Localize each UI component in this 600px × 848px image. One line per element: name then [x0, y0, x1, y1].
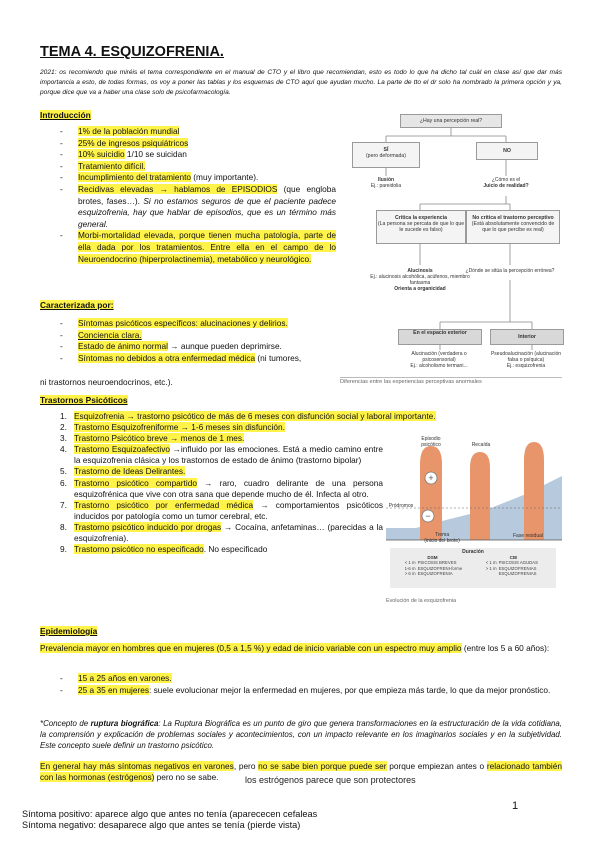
list-item: - 25% de ingresos psiquiátricos [40, 138, 336, 150]
caract-continuation: ni trastornos neuroendocrinos, etc.). [40, 377, 173, 387]
list-item: - Morbi-mortalidad elevada, porque tienen mucha patología, parte de ella dada por los tratamientos. Entre ella en el campo de lo Neuroendocrino (hiperprolactinemia), metabólico y neurológico. [40, 230, 336, 265]
evolution-figure [386, 436, 562, 598]
page-number: 1 [512, 800, 519, 812]
intro-list [40, 126, 336, 265]
label-fase-residual: Fase residual [512, 533, 543, 539]
trastorno-item: 8. Trastorno psicótico inducido por drogas → Cocaína, anfetaminas… (parecidas a la esquizofrenia). [60, 521, 383, 544]
label-recaida: Recaída [471, 442, 491, 448]
perception-flowchart [340, 110, 562, 374]
section-intro [40, 110, 91, 120]
flow-pseudo: Pseudoalucinación (alucinación falsa o psíquica) Ej.: esquizofrenia [490, 351, 562, 369]
trastorno-item: 4. Trastorno Esquizoafectivo →influido por las emociones. Está a medio camino entre la esquizofrenia clásica y los trastornos de estado de ánimo (trastorno bipolar) [60, 444, 383, 466]
trastorno-item: 6. Trastorno psicótico compartido → raro, cuadro delirante de una persona esquizofrénica que vive con otra sana que depende mucho de él. Infecta al otro. [60, 477, 383, 499]
list-item: - Estado de ánimo normal → aunque pueden deprimirse. [40, 341, 336, 353]
svg-text:+: + [428, 473, 434, 483]
flow-donde: ¿Dónde se sitúa la percepción errónea? [465, 268, 555, 274]
flow-juicio: ¿Cómo es el Juicio de realidad? [483, 177, 529, 189]
flow-critica: Critica la experiencia (La persona se percata de que lo que le sucede es falso) [376, 210, 466, 244]
intro-note: 2021: os recomiendo que miréis el tema correspondiente en el manual de CTO y el libro que recomiendan, esto es todo lo que ha dicho tal cuàl en clase así que dar más importancia a esto, de todas formas, os voy a poner las tablas y los esquemas de CTO aquí que ayudan mucho. La parte de tto el dr solo ha nombrado la primera opción y ya, porque dice que va a haber una clase solo de psicofarmacología. [40, 69, 562, 97]
epi-list [40, 673, 562, 696]
svg-text:−: − [425, 511, 431, 521]
section-caracterizada: Caracterizada por: [40, 300, 114, 310]
epi-paragraph: Prevalencia mayor en hombres que en mujeres (0,5 a 1,5 %) y edad de inicio variable con un espectro muy amplio (entre los 5 a 60 años): [40, 643, 550, 653]
trastorno-item: 2. Trastorno Esquizofreniforme → 1-6 meses sin disfunción. [60, 422, 285, 433]
flow-interior: Interior [490, 329, 564, 345]
trastorno-item: 9. Trastorno psicótico no especificado. No especificado [60, 544, 268, 555]
flowchart-caption: Diferencias entre las experiencias perceptivas anormales [340, 377, 562, 385]
section-epidemiologia: Epidemiología [40, 626, 98, 636]
flow-alucinosis: Alucinosis Ej.: alucinosis alcohólica, acúfenos, miembro fantasma Orienta a organicidad [370, 268, 470, 292]
trastorno-item: 5. Trastorno de Ideas Delirantes. [60, 466, 186, 477]
duration-row: 1-6 m ESQUIZOFRENI-forme > 1 m ESQUIZOFRENIAS [404, 565, 537, 571]
caract-list [40, 318, 336, 364]
peak-episodio [420, 446, 442, 540]
peak-recaida-2 [524, 442, 544, 540]
peak-recaida-1 [470, 452, 490, 540]
flow-box-si: SÍ (pero deformada) [352, 142, 420, 168]
list-item: - 10% suicidio 1/10 se suicidan [40, 149, 336, 161]
flow-box-no: NO [476, 142, 538, 160]
label-trema: Trema (inicio del brote) [424, 532, 460, 544]
trastorno-item: 1. Esquizofrenia → trastorno psicótico de más de 6 meses con disfunción social y laboral importante. [60, 411, 436, 421]
list-item: - Conciencia clara. [40, 330, 336, 342]
footer-notes: Síntoma positivo: aparece algo que antes no tenía (aparececen cefaleas Síntoma negativo: desaparece algo que antes se tenía (pierde vista) [22, 809, 318, 830]
list-item: - 1% de la población mundial [40, 126, 336, 138]
label-prodromos: Pródromos [388, 503, 414, 509]
duration-row: < 1 m PSICOSIS BREVES < 1 m PSICOSIS AGUDAS [404, 560, 538, 565]
concept-ruptura: *Concepto de ruptura biográfica: La Ruptura Biográfica es un punto de giro que genera transformaciones en la estructuración de la vida cotidiana, la comprensión y explicación de problemas sociales y acontecimientos, con un impacto relevante en los imaginarios sociales y en la subjetividad. Este concepto suele definir un trastorno psicótico. [40, 719, 562, 751]
list-item: - Tratamiento difícil. [40, 161, 336, 173]
evolution-caption: Evolución de la esquizofrenia [386, 598, 457, 604]
duration-table: Duración DSM CIE < 1 m PSICOSIS BREVES < 1 m PSICOSIS AGUDAS 1-6 m ESQUIZOFRENI-forme > 1 m ESQUIZOFRENIAS > 6 m ESQUIZOFRENIA ESQUIZOFRENIAS [392, 549, 554, 577]
section-intro-label: Introducción [40, 110, 91, 120]
flow-alucinacion: Alucinación (verdadera o psicosensorial) Ej.: alcoholismo termani... [410, 351, 468, 369]
flow-nocritica: No critica el trastorno perceptivo (Está absolutamente convencido de que lo que percibe es real) [466, 210, 560, 244]
flow-top-question: ¿Hay una percepción real? [400, 114, 502, 128]
flow-exterior: En el espacio exterior [398, 329, 482, 345]
list-item: - Síntomas psicóticos específicos: alucinaciones y delirios. [40, 318, 336, 330]
duration-row: > 6 m ESQUIZOFRENIA ESQUIZOFRENIAS [404, 571, 537, 576]
handwritten-note: los estrógenos parece que son protectores [245, 775, 416, 785]
flow-ilusion: Ilusión Ej.: pareidolia [370, 177, 402, 189]
list-item: - Síntomas no debidos a otra enfermedad médica (ni tumores, [40, 353, 336, 365]
list-item: - 15 a 25 años en varones. [40, 673, 562, 685]
page-title: TEMA 4. ESQUIZOFRENIA. [40, 44, 224, 60]
epi-paragraph-2: En general hay más síntomas negativos en varones, pero no se sabe bien porque puede ser porque empiezan antes o relacionado también con las hormonas (estrógenos) pero no se sabe. [40, 761, 562, 783]
list-item: - 25 a 35 en mujeres: suele evolucionar mejor la enfermedad en mujeres, por que empieza más tarde, lo que da mejor pronóstico. [40, 685, 562, 697]
trastorno-item: 3. Trastorno Psicótico breve → menos de 1 mes. [60, 433, 245, 444]
list-item: - Recidivas elevadas → hablamos de EPISODIOS (que engloba brotes, fases…). Si no estamos seguros de que el paciente padece esquizofrenia, hay que hablar de episodios, que es un término más general. [40, 184, 336, 230]
section-trastornos: Trastornos Psicóticos [40, 395, 128, 405]
list-item: - Incumplimiento del tratamiento (muy importante). [40, 172, 336, 184]
label-episodio: Episodio psicótico [421, 436, 441, 448]
trastorno-item: 7. Trastorno psicótico por enfermedad médica → comportamientos psicóticos inducidos por patología como un tumor cerebral, etc. [60, 499, 384, 521]
